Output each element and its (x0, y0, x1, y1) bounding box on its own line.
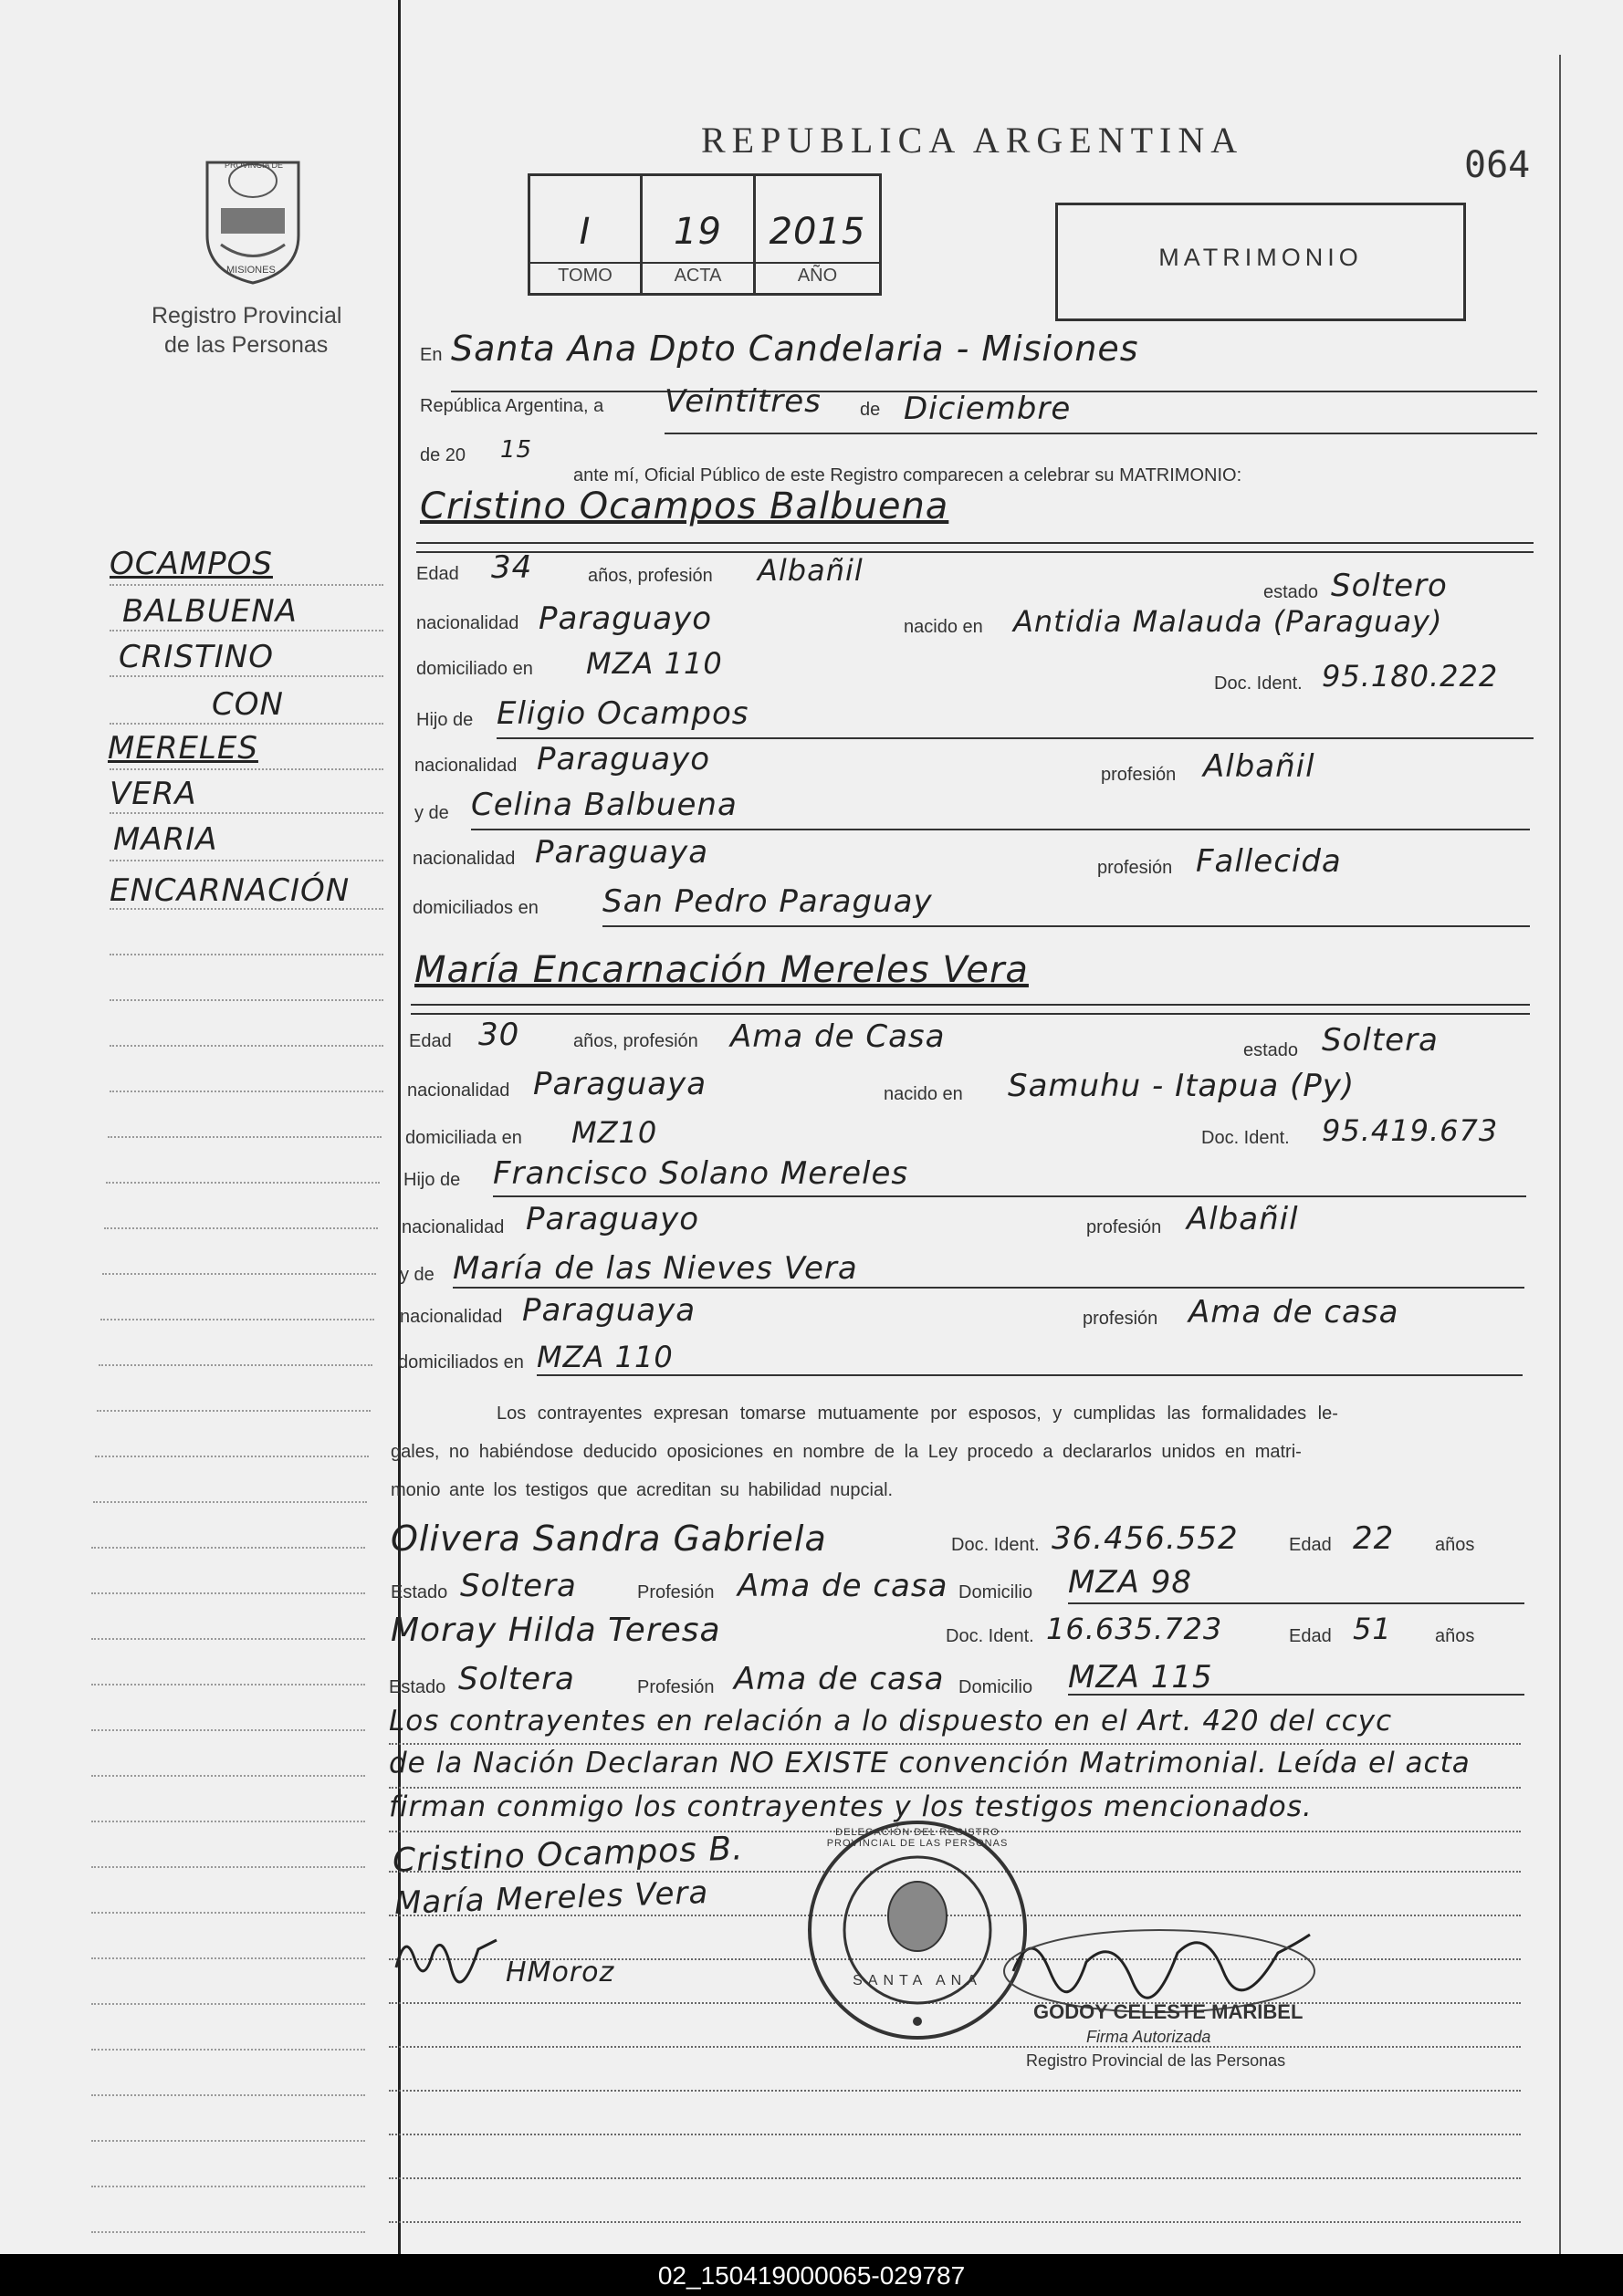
groom-mother-nac: Paraguaya (535, 834, 709, 871)
margin-name-1: OCAMPOS (110, 546, 273, 582)
groom-nacido-label: nacido en (904, 617, 983, 637)
record-type-box (1055, 203, 1466, 321)
bride-domicilio: MZ10 (571, 1115, 658, 1150)
tomo-label: TOMO (530, 262, 640, 287)
groom-parents-dom-label: domiciliados en (413, 898, 539, 918)
witness1-doc: 36.456.552 (1052, 1520, 1239, 1557)
groom-doc: 95.180.222 (1322, 659, 1499, 694)
groom-father-prof: Albañil (1203, 748, 1315, 785)
groom-nacido: Antidia Malauda (Paraguay) (1013, 604, 1443, 639)
official-title: Firma Autorizada (1086, 2028, 1211, 2046)
groom-mother-nac-label: nacionalidad (413, 849, 516, 869)
record-type-label: MATRIMONIO (1158, 244, 1363, 271)
witness2-profesion: Ama de casa (734, 1661, 945, 1697)
appearance-statement: ante mí, Oficial Público de este Registro comparecen a celebrar su MATRIMONIO: (573, 465, 1242, 485)
groom-profesion-label: años, profesión (588, 566, 713, 586)
groom-father: Eligio Ocampos (497, 695, 749, 732)
witness2-edad: 51 (1353, 1612, 1392, 1646)
declaration-line2: gales, no habiéndose deducido oposiciones en nombre de la Ley procedo a declararlos unidos en matri- (391, 1442, 1302, 1462)
en-label: En (420, 345, 443, 365)
groom-hijo-label: Hijo de (416, 710, 474, 730)
acta-value: 19 (674, 211, 722, 253)
observation-line-1: Los contrayentes en relación a lo dispuesto en el Art. 420 del ccyc (389, 1705, 1393, 1738)
witness1-estado: Soltera (460, 1568, 577, 1604)
margin-name-4: CON (212, 686, 284, 723)
groom-mother: Celina Balbuena (471, 787, 738, 823)
bride-father-nac-label: nacionalidad (402, 1217, 505, 1237)
witness1-edad-label: Edad (1289, 1535, 1332, 1555)
groom-estado-label: estado (1263, 582, 1319, 602)
signature-witness2: HMoroz (506, 1957, 615, 1988)
bride-nacido-label: nacido en (884, 1084, 963, 1104)
groom-domicilio: MZA 110 (586, 646, 723, 681)
bride-estado: Soltera (1322, 1022, 1439, 1059)
witness2-doc: 16.635.723 (1046, 1612, 1223, 1646)
groom-yde-label: y de (414, 803, 449, 823)
witness1-profesion: Ama de casa (738, 1568, 948, 1604)
groom-full-name: Cristino Ocampos Balbuena (420, 485, 949, 527)
registry-name-line2: de las Personas (164, 332, 329, 358)
ano-label: AÑO (756, 262, 879, 287)
bride-mother-nac-label: nacionalidad (400, 1307, 503, 1327)
bride-doc-label: Doc. Ident. (1201, 1128, 1290, 1148)
country-heading: REPUBLICA ARGENTINA (701, 120, 1244, 161)
witness1-doc-label: Doc. Ident. (951, 1535, 1040, 1555)
bride-doc: 95.419.673 (1322, 1113, 1499, 1148)
bride-full-name: María Encarnación Mereles Vera (414, 949, 1029, 991)
day-value: Veintitres (665, 383, 822, 420)
witness2-estado-label: Estado (389, 1677, 446, 1697)
groom-doc-label: Doc. Ident. (1214, 673, 1303, 694)
signature-groom: Cristino Ocampos B. (392, 1830, 745, 1880)
margin-name-2: BALBUENA (122, 593, 298, 630)
groom-mother-prof-label: profesión (1097, 858, 1173, 878)
groom-domicilio-label: domiciliado en (416, 659, 533, 679)
observation-line-2: de la Nación Declaran NO EXISTE convención Matrimonial. Leída el acta (389, 1747, 1471, 1779)
footer-band (0, 2254, 1623, 2296)
witness1-edad: 22 (1353, 1520, 1395, 1557)
bride-profesion-label: años, profesión (573, 1031, 698, 1051)
bride-father-prof-label: profesión (1086, 1217, 1162, 1237)
seal-text-top: PROVINCIA DE (225, 161, 284, 170)
bride-parents-dom-label: domiciliados en (398, 1352, 524, 1372)
stamp-inner-text: SANTA ANA (853, 1973, 982, 1988)
witness2-domicilio-label: Domicilio (958, 1677, 1033, 1697)
signature-bride: María Mereles Vera (393, 1874, 709, 1922)
de-label: de (860, 400, 881, 420)
page-number: 064 (1464, 144, 1531, 186)
official-name: GODOY CELESTE MARIBEL (1033, 2000, 1304, 2023)
bride-father-nac: Paraguayo (526, 1201, 700, 1237)
stamp-ring-text: DELEGACIÓN DEL REGISTRO PROVINCIAL DE LAS PERSONAS (826, 1827, 1009, 1849)
ano-value: 2015 (769, 211, 866, 253)
official-org: Registro Provincial de las Personas (1026, 2051, 1286, 2070)
groom-parents-dom: San Pedro Paraguay (602, 883, 933, 920)
groom-edad-label: Edad (416, 564, 459, 584)
bride-nac-label: nacionalidad (407, 1080, 510, 1101)
groom-father-prof-label: profesión (1101, 765, 1177, 785)
witness2-name: Moray Hilda Teresa (391, 1612, 721, 1649)
bride-nacido: Samuhu - Itapua (Py) (1008, 1068, 1356, 1104)
declaration-line1: Los contrayentes expresan tomarse mutuamente por esposos, y cumplidas las formalidades le- (497, 1404, 1338, 1424)
groom-profesion: Albañil (758, 553, 864, 588)
bride-profesion: Ama de Casa (730, 1018, 946, 1055)
bride-nacionalidad: Paraguaya (533, 1066, 707, 1102)
groom-edad: 34 (491, 549, 533, 586)
groom-nac-label: nacionalidad (416, 613, 519, 633)
bride-yde-label: y de (400, 1265, 435, 1285)
groom-nacionalidad: Paraguayo (539, 600, 713, 637)
margin-name-6: VERA (110, 776, 197, 812)
groom-mother-prof: Fallecida (1196, 843, 1342, 880)
witness1-estado-label: Estado (391, 1582, 448, 1602)
place-value: Santa Ana Dpto Candelaria - Misiones (451, 329, 1139, 369)
bride-hijo-label: Hijo de (403, 1170, 461, 1190)
month-value: Diciembre (904, 391, 1072, 427)
year-prefix: de 20 (420, 445, 466, 465)
bride-mother-prof: Ama de casa (1188, 1294, 1399, 1331)
year-suffix: 15 (500, 436, 533, 464)
margin-name-8: ENCARNACIÓN (110, 872, 351, 909)
record-number-box (528, 173, 882, 296)
witness1-name: Olivera Sandra Gabriela (391, 1518, 827, 1559)
margin-name-7: MARIA (113, 821, 218, 858)
declaration-line3: monio ante los testigos que acreditan su habilidad nupcial. (391, 1480, 894, 1500)
witness1-domicilio: MZA 98 (1068, 1564, 1192, 1601)
seal-text-bottom: MISIONES (226, 265, 276, 276)
republica-label: República Argentina, a (420, 396, 604, 416)
bride-father-prof: Albañil (1187, 1201, 1299, 1237)
margin-name-3: CRISTINO (119, 639, 274, 675)
right-margin-line (1559, 55, 1561, 2254)
witness2-doc-label: Doc. Ident. (946, 1626, 1034, 1646)
witness2-profesion-label: Profesión (637, 1677, 715, 1697)
groom-father-nac: Paraguayo (537, 741, 711, 778)
acta-label: ACTA (643, 262, 753, 287)
witness2-edad-label: Edad (1289, 1626, 1332, 1646)
groom-estado: Soltero (1331, 568, 1448, 604)
bride-edad-label: Edad (409, 1031, 452, 1051)
bride-domicilio-label: domiciliada en (405, 1128, 522, 1148)
bride-father: Francisco Solano Mereles (493, 1155, 909, 1192)
registry-name-line1: Registro Provincial (152, 303, 342, 329)
witness1-domicilio-label: Domicilio (958, 1582, 1033, 1602)
witness2-domicilio: MZA 115 (1068, 1659, 1213, 1696)
tomo-value: I (579, 211, 592, 253)
observation-line-3: firman conmigo los contrayentes y los testigos mencionados. (389, 1790, 1313, 1823)
bride-mother: María de las Nieves Vera (453, 1250, 858, 1287)
margin-name-5: MERELES (108, 730, 258, 767)
groom-father-nac-label: nacionalidad (414, 756, 518, 776)
bride-mother-prof-label: profesión (1083, 1309, 1158, 1329)
bride-estado-label: estado (1243, 1040, 1299, 1060)
witness2-estado: Soltera (458, 1661, 575, 1697)
signature-witness1-scribble-icon (387, 1922, 515, 1986)
bride-parents-dom: MZA 110 (537, 1340, 674, 1374)
witness1-anos-label: años (1435, 1535, 1475, 1555)
witness2-anos-label: años (1435, 1626, 1475, 1646)
witness1-profesion-label: Profesión (637, 1582, 715, 1602)
bride-mother-nac: Paraguaya (522, 1292, 696, 1329)
bride-edad: 30 (478, 1017, 520, 1053)
footer-id: 02_150419000065-029787 (657, 2261, 966, 2290)
